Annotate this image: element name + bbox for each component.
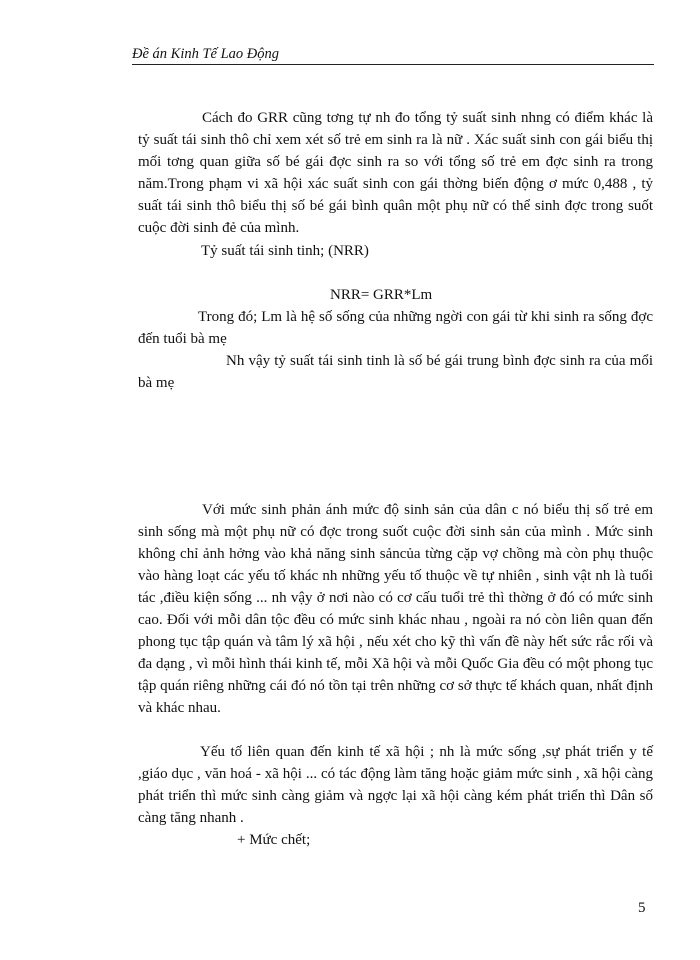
paragraph-lm-definition: Trong đó; Lm là hệ số sống của những ngời con gái từ khi sinh ra sống đợc đến tuổi bà mẹ <box>138 309 653 347</box>
section-mortality-label: + Mức chết; <box>237 832 311 848</box>
page-number: 5 <box>638 900 646 916</box>
paragraph-fertility-factors: Với mức sinh phản ánh mức độ sinh sản của dân c nó biểu thị số trẻ em sinh sống mà một phụ nữ có đợc trong suốt cuộc đời sinh sản của mình . Mức sinh không chỉ ảnh hởng vào khả năng sinh sảncủa từng cặp vợ chồng mà còn phụ thuộc vào hàng loạt các yếu tố khác nh những yếu tố thuộc về tự nhiên , sinh vật nh là tuổi tác ,điều kiện sống ... nh vậy ở nơi nào có cơ cấu tuổi trẻ thì thờng ở đó có mức sinh cao. Đối với mỗi dân tộc đều có mức sinh khác nhau , ngoài ra nó còn liên quan đến phong tục tập quán và tâm lý xã hội , nếu xét cho kỹ thì vấn đề này hết sức rắc rối và đa dạng , vì mỗi hình thái kinh tế, mỗi Xã hội và mỗi Quốc Gia đều có một phong tục tập quán riêng những cái đó nó tồn tại trên những cơ sở thực tế khách quan, nhất định và khác nhau. <box>138 502 653 716</box>
nrr-heading: Tỷ suất tái sinh tinh; (NRR) <box>201 243 369 259</box>
paragraph-nrr-meaning: Nh vậy tỷ suất tái sinh tinh là số bé gái trung bình đợc sinh ra của mổi bà mẹ <box>138 353 653 391</box>
page-header <box>132 46 654 65</box>
header-title: Đề án Kinh Tế Lao Động <box>132 46 280 62</box>
paragraph-socioeconomic-factors: Yếu tố liên quan đến kinh tế xã hội ; nh là mức sống ,sự phát triển y tế ,giáo dục , văn hoá - xã hội ... có tác động làm tăng hoặc giảm mức sinh , xã hội càng phát triển thì mức sinh càng giảm và ngợc lại xã hội càng kém phát triển thì Dân số càng tăng nhanh . <box>138 744 653 826</box>
nrr-formula: NRR= GRR*Lm <box>330 287 433 303</box>
paragraph-grr-explanation: Cách đo GRR cũng tơng tự nh đo tổng tỷ suất sinh nhng có điểm khác là tỷ suất tái sinh thô chỉ xem xét số trẻ em sinh ra là nữ . Xác suất sinh con gái biểu thị mối tơng quan giữa số bé gái đợc sinh ra so với tổng số trẻ em đợc sinh ra trong năm.Trong phạm vi xã hội xác suất sinh con gái thờng biến động ơ mức 0,488 , tỷ suất tái sinh thô biểu thị số bé gái bình quân một phụ nữ có thể sinh đợc trong suốt cuộc đời sinh đẻ của mình. <box>138 110 653 236</box>
